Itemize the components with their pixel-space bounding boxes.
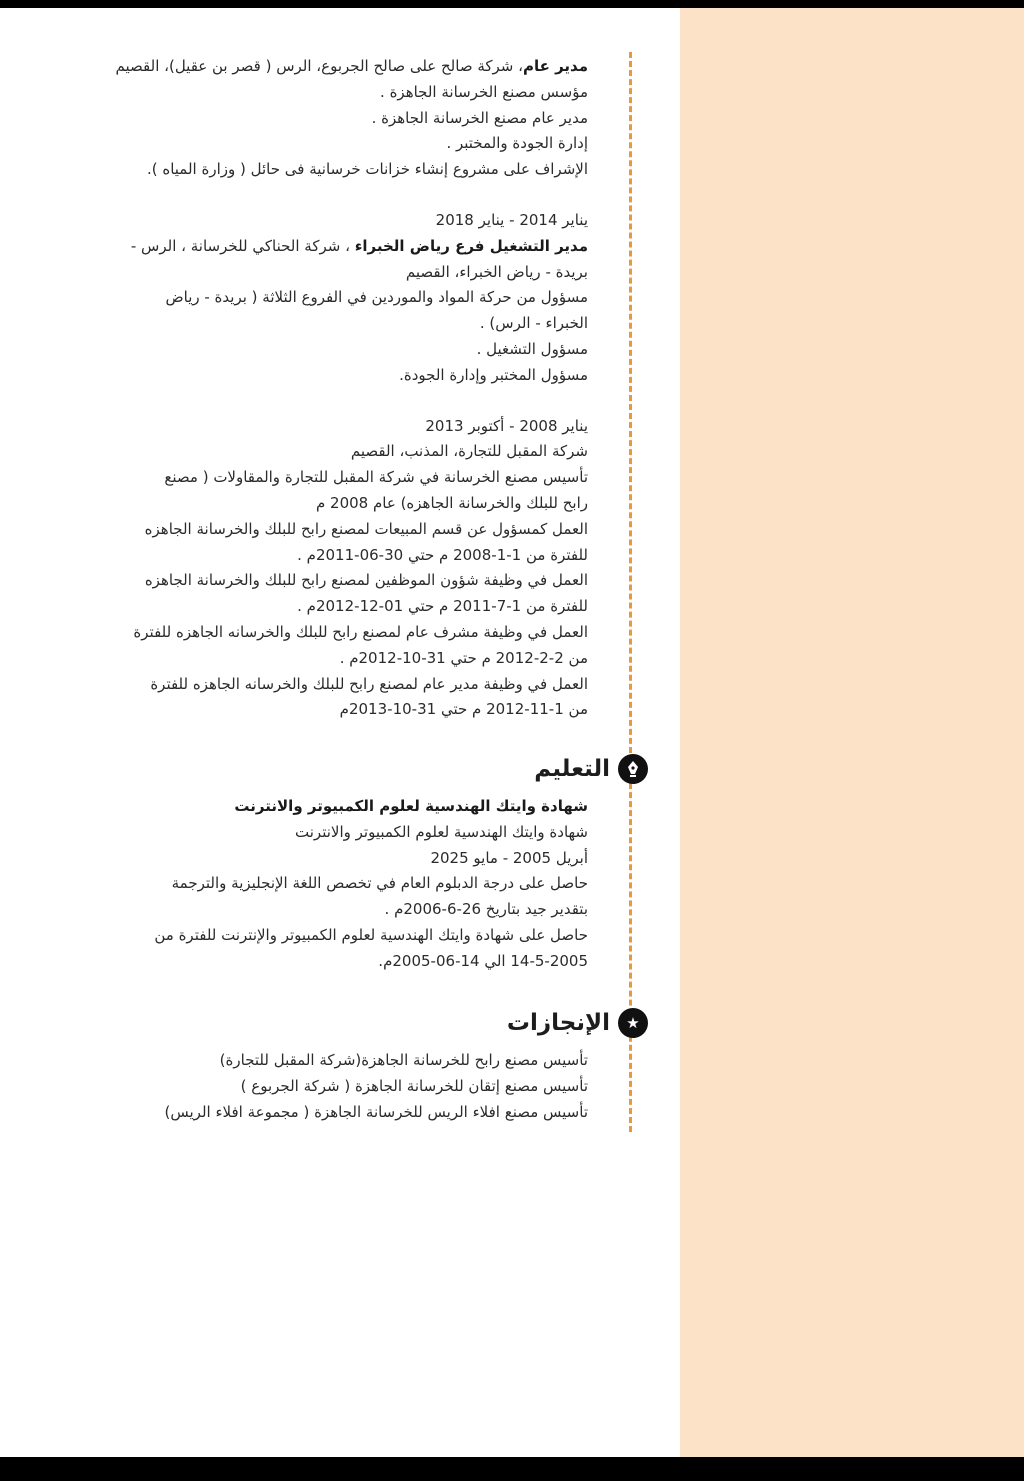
job1-line: مؤسس مصنع الخرسانة الجاهزة . — [380, 82, 588, 101]
achievement-item: تأسيس مصنع افلاء الريس للخرسانة الجاهزة ( مجموعة افلاء الريس) — [164, 1102, 588, 1121]
star-icon: ★ — [618, 1008, 648, 1038]
job2-line: مسؤول من حركة المواد والموردين في الفروع الثلاثة ( بريدة - رياض — [165, 288, 588, 307]
job2-line: مسؤول التشغيل . — [476, 339, 588, 358]
job3-line: من 1-11-2012 م حتي 31-10-2013م — [339, 700, 588, 719]
job3-line: للفترة من 1-7-2011 م حتي 01-12-2012م . — [297, 597, 588, 616]
education-title: التعليم — [534, 756, 610, 782]
job3-line: العمل كمسؤول عن قسم المبيعات لمصنع رابح للبلك والخرسانة الجاهزه — [144, 519, 588, 538]
job1-line: إدارة الجودة والمختبر . — [446, 134, 588, 153]
achievement-item: تأسيس مصنع إتقان للخرسانة الجاهزة ( شركة الجربوع ) — [240, 1076, 588, 1095]
job3-line: العمل في وظيفة مشرف عام لمصنع رابح للبلك والخرسانه الجاهزه للفترة — [133, 622, 588, 641]
education-heading — [534, 754, 648, 784]
job3-line: العمل في وظيفة مدير عام لمصنع رابح للبلك والخرسانه الجاهزه للفترة — [150, 674, 588, 693]
job1-line: مدير عام مصنع الخرسانة الجاهزة . — [371, 108, 588, 127]
achievements-section — [28, 1048, 588, 1125]
job1-line: الإشراف على مشروع إنشاء خزانات خرسانية فى حائل ( وزارة المياه ). — [146, 160, 588, 179]
job3-line: رابح للبلك والخرسانة الجاهزه) عام 2008 م — [315, 493, 588, 512]
achievement-item: تأسيس مصنع رابح للخرسانة الجاهزة(شركة المقبل للتجارة) — [219, 1051, 588, 1069]
education-line: أبريل 2005 - مايو 2025 — [430, 848, 588, 867]
education-line: 14-5-2005 الي 14-06-2005م. — [378, 951, 588, 970]
resume-page — [0, 8, 1024, 1457]
achievements-heading — [507, 1008, 648, 1038]
experience-section — [30, 54, 588, 723]
education-line: حاصل على درجة الدبلوم العام في تخصص اللغة الإنجليزية والترجمة — [171, 874, 588, 893]
job2-org: ، شركة الحناكي للخرسانة ، الرس - — [130, 236, 355, 255]
education-section — [28, 794, 588, 975]
job3-line: للفترة من 1-1-2008 م حتي 30-06-2011م . — [297, 545, 588, 564]
job2-line: مسؤول المختبر وإدارة الجودة. — [399, 365, 588, 384]
education-degree: شهادة وايتك الهندسية لعلوم الكمبيوتر والانترنت — [234, 797, 588, 815]
education-line: بتقدير جيد بتاريخ 26-6-2006م . — [384, 900, 588, 919]
resume-sidebar — [680, 8, 1024, 1457]
timeline-divider — [629, 52, 632, 1132]
job1-title: مدير عام — [522, 57, 588, 75]
job3-line: تأسيس مصنع الخرسانة في شركة المقبل للتجارة والمقاولات ( مصنع — [164, 468, 588, 487]
job2-dates: يناير 2014 - يناير 2018 — [435, 210, 588, 229]
education-line: شهادة وايتك الهندسية لعلوم الكمبيوتر والانترنت — [295, 822, 588, 841]
job1-org: ، شركة صالح على صالح الجربوع، الرس ( قصر بن عقيل)، القصيم — [115, 57, 523, 75]
job3-dates: يناير 2008 - أكتوبر 2013 — [425, 416, 588, 435]
job3-line: من 2-2-2012 م حتي 31-10-2012م . — [339, 648, 588, 667]
job2-heading — [30, 234, 588, 260]
job1-heading — [30, 54, 588, 80]
achievements-title: الإنجازات — [506, 1010, 610, 1036]
job3-line: شركة المقبل للتجارة، المذنب، القصيم — [350, 442, 588, 461]
job2-line: بريدة - رياض الخبراء، القصيم — [405, 262, 588, 281]
job2-title: مدير التشغيل فرع رياض الخبراء — [354, 236, 588, 255]
pen-nib-icon — [618, 754, 648, 784]
job2-line: الخبراء - الرس) . — [479, 314, 588, 333]
job3-line: العمل في وظيفة شؤون الموظفين لمصنع رابح للبلك والخرسانة الجاهزه — [144, 571, 588, 590]
education-line: حاصل على شهادة وايتك الهندسية لعلوم الكمبيوتر والإنترنت للفترة من — [154, 925, 588, 944]
